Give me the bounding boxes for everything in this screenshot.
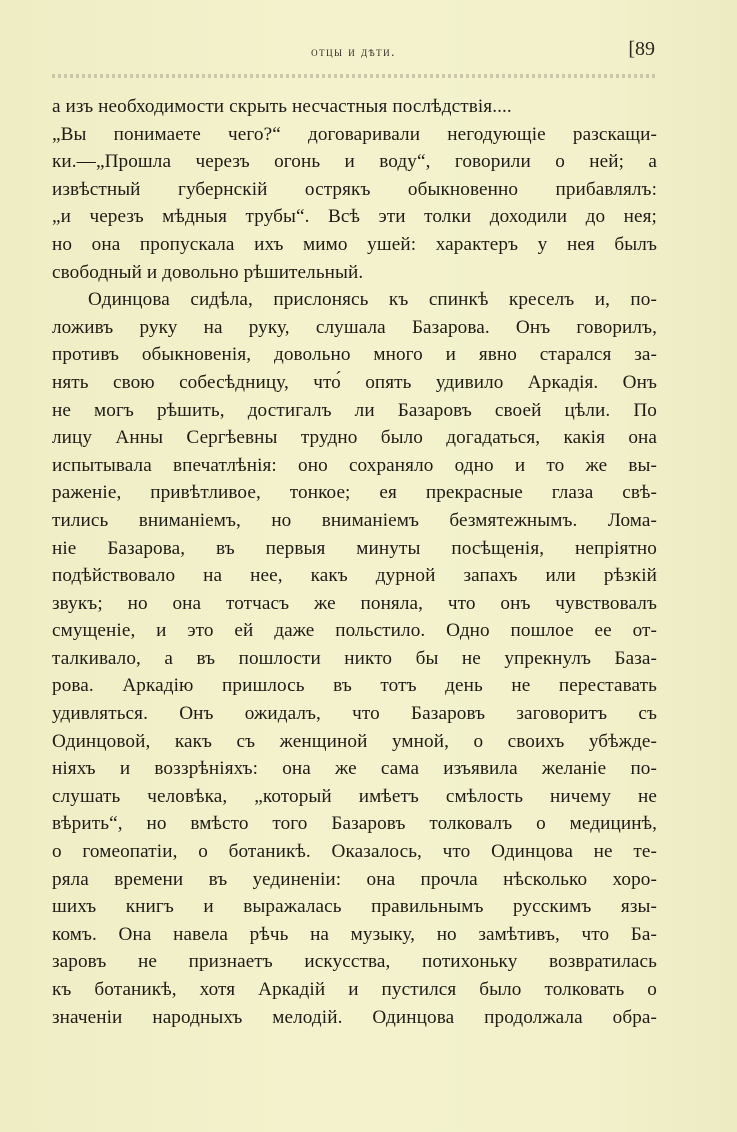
running-title: отцы и дѣти. [311,44,396,59]
text-line: значеніи народныхъ мелодій. Одинцова продолжала обра- [52,1006,657,1028]
text-line: противъ обыкновенія, довольно много и явно старался за- [52,344,657,366]
text-line: вѣрить“, но вмѣсто того Базаровъ толковалъ о медицинѣ, [52,813,657,835]
text-line: раженіе, привѣтливое, тонкое; ея прекрасные глаза свѣ- [52,482,657,504]
text-line: ніе Базарова, въ первыя минуты посѣщенія, непріятно [52,537,657,559]
text-line: „Вы понимаете чего?“ договаривали негодующіе разскащи- [52,123,657,145]
text-line: тились вниманіемъ, но вниманіемъ безмятежнымъ. Лома- [52,509,657,531]
text-line: талкивало, а въ пошлости никто бы не упрекнулъ База- [52,647,657,669]
text-line: а изъ необходимости скрыть несчастныя послѣдствія.... [52,96,512,117]
text-line: испытывала впечатлѣнія: оно сохраняло одно и то же вы- [52,454,657,476]
text-line: свободный и довольно рѣшительный. [52,261,364,283]
text-line: удивляться. Онъ ожидалъ, что Базаровъ заговоритъ съ [52,703,657,725]
text-line: ложивъ руку на руку, слушала Базарова. Онъ говорилъ, [52,316,657,338]
body-text [52,93,657,1031]
text-line: о гомеопатіи, о ботаникѣ. Оказалось, что Одинцова не те- [52,841,657,863]
text-line: къ ботаникѣ, хотя Аркадій и пустился было толковать о [52,979,657,1000]
text-line: не могъ рѣшить, достигалъ ли Базаровъ своей цѣли. По [52,399,657,421]
text-line: извѣстный губернскій острякъ обыкновенно прибавлялъ: [52,178,657,200]
text-line: ніяхъ и воззрѣніяхъ: она же сама изъявила желаніе по- [52,758,657,780]
text-line: комъ. Она навела рѣчь на музыку, но замѣтивъ, что Ба- [52,923,657,945]
text-line: ряла времени въ уединеніи: она прочла нѣсколько хоро- [52,868,657,890]
text-line: звукъ; но она тотчасъ же поняла, что онъ чувствовалъ [52,592,657,614]
text-line: слушать человѣка, „который имѣетъ смѣлость ничему не [52,785,657,807]
page-header [52,38,655,68]
text-line: подѣйствовало на нее, какъ дурной запахъ или рѣзкій [52,565,657,587]
text-line: лицу Анны Сергѣевны трудно было догадаться, какія она [52,427,657,449]
ornamental-rule [52,74,655,78]
text-line: но она пропускала ихъ мимо ушей: характеръ у нея былъ [52,233,657,255]
text-line: Одинцова сидѣла, прислонясь къ спинкѣ креселъ и, по- [88,289,657,311]
text-line: нять свою собесѣдницу, что́ опять удивило Аркадія. Онъ [52,371,657,393]
text-line: смущеніе, и это ей даже польстило. Одно пошлое ее от- [52,620,657,642]
page-number: [89 [628,38,655,60]
text-line: ки.—„Прошла черезъ огонь и воду“, говорили о ней; а [52,151,657,173]
text-line: „и черезъ мѣдныя трубы“. Всѣ эти толки доходили до нея; [52,206,657,228]
text-line: рова. Аркадію пришлось въ тотъ день не переставать [52,675,657,697]
text-line: заровъ не признаетъ искусства, потихоньку возвратилась [52,951,657,973]
text-line: Одинцовой, какъ съ женщиной умной, о своихъ убѣжде- [52,730,657,752]
text-line: шихъ книгъ и выражалась правильнымъ русскимъ язы- [52,896,657,918]
